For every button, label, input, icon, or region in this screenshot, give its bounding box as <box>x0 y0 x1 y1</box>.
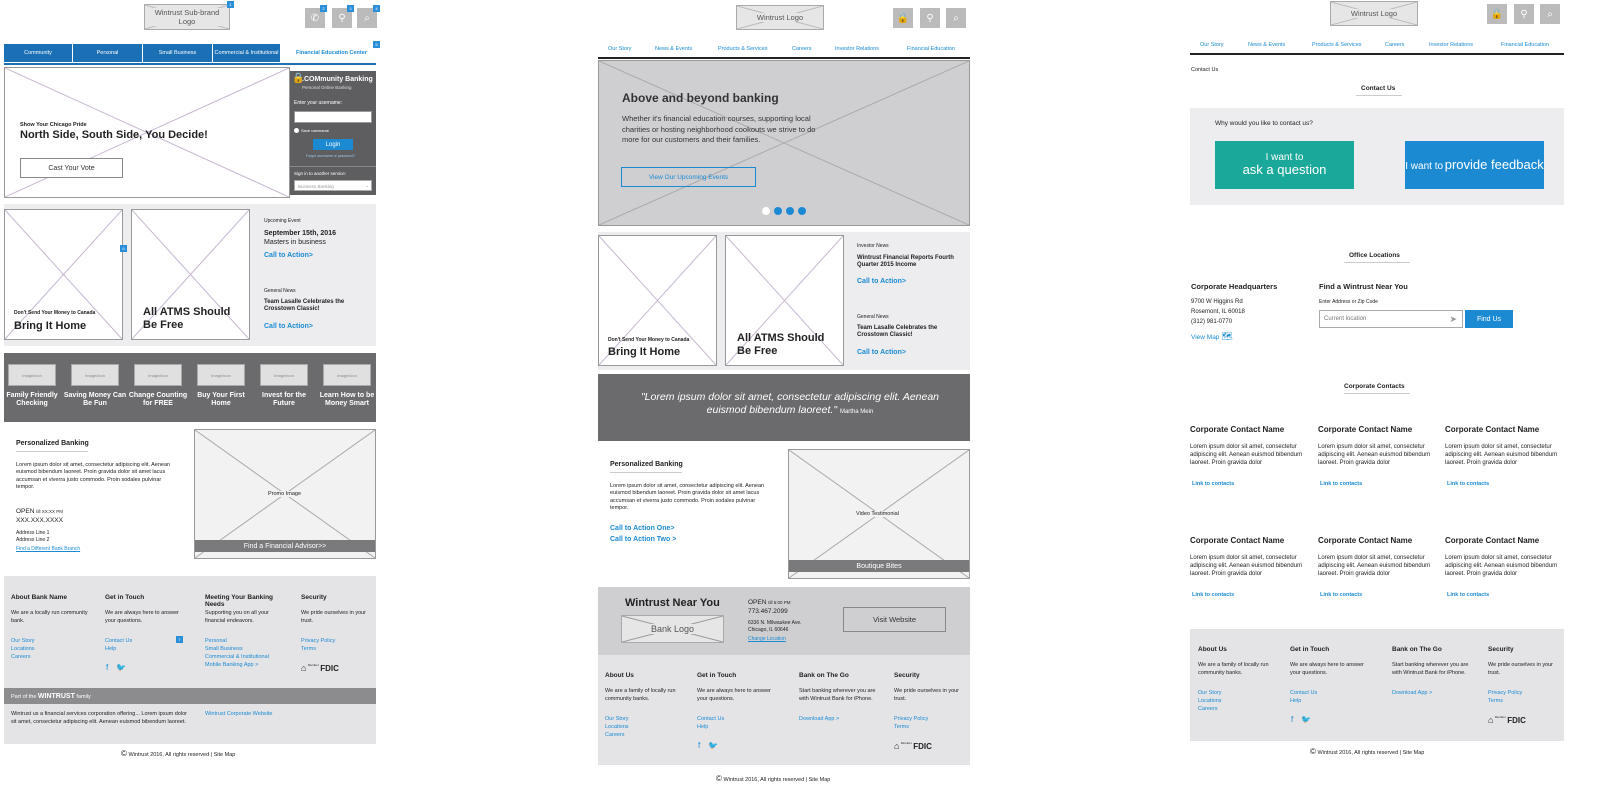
copyright: © Wintrust 2016, All rights reserved | Site Map <box>121 749 236 758</box>
footer-link[interactable]: Contact Us <box>697 716 725 722</box>
nav-item[interactable]: Investor Relations <box>835 46 880 52</box>
nav-tab-financial-education[interactable]: Financial Education Center <box>296 50 367 56</box>
icon-card-image[interactable]: Image/Icon <box>71 364 119 386</box>
fdic-logo: ⌂ $^{Member}$ FDIC <box>894 741 932 751</box>
footer-link[interactable]: Terms <box>894 724 909 730</box>
nav-item[interactable]: Our Story <box>1200 42 1224 48</box>
copyright-icon: © <box>716 774 722 783</box>
nav-item[interactable]: Investor Relations <box>1429 42 1474 48</box>
news-title: Team Lasalle Celebrates the Crosstown Classic! <box>857 325 938 339</box>
icon-card-label[interactable]: Invest for the Future <box>262 392 306 408</box>
nav-item[interactable]: Our Story <box>608 46 632 52</box>
search-icon[interactable]: ⌕ <box>946 8 966 28</box>
footer-heading: Get in Touch <box>697 672 737 679</box>
facebook-icon[interactable]: f <box>698 741 701 750</box>
icon-card-label[interactable]: Family Friendly Checking <box>6 392 58 408</box>
event-title: Masters in business <box>264 239 326 246</box>
view-map-link[interactable]: View Map 🗺 <box>1191 331 1233 341</box>
icon-card-image[interactable]: Image/Icon <box>134 364 182 386</box>
twitter-icon[interactable]: 🐦 <box>116 663 126 672</box>
footer-link[interactable]: Commercial & Institutional <box>205 654 269 660</box>
footer-link[interactable]: Terms <box>1488 698 1503 704</box>
nav-item[interactable]: Products & Services <box>1312 42 1362 48</box>
testimonial-quote: "Lorem ipsum dolor sit amet, consectetur adipiscing elit. Aenean euismod bibendum laoreet." Martha Mein <box>640 391 940 417</box>
contact-name: Corporate Contact Name <box>1190 536 1285 545</box>
open-time: till XX:XX PM <box>36 509 63 514</box>
ask-main: ask a question <box>1242 162 1327 178</box>
upcoming-events-button[interactable]: View Our Upcoming Events <box>621 167 756 187</box>
nav-tab-personal[interactable]: Personal <box>73 44 143 62</box>
location-placeholder: Current location <box>1324 316 1367 322</box>
promo1-headline: Bring It Home <box>608 346 681 358</box>
annotation-badge: 2 <box>320 5 327 12</box>
contact-link[interactable]: Link to contacts <box>1447 481 1490 487</box>
cta-one[interactable]: Call to Action One> <box>610 525 675 532</box>
icon-card-image[interactable]: Image/Icon <box>260 364 308 386</box>
nav-underline <box>598 57 970 59</box>
footer-link[interactable]: Help <box>697 724 709 730</box>
promo1-kicker: Don't Send Your Money to Canada <box>14 310 96 316</box>
feedback-main: provide feedback <box>1444 156 1544 172</box>
contact-name: Corporate Contact Name <box>1445 536 1540 545</box>
username-label: Enter your username: <box>294 100 343 106</box>
footer-heading: Security <box>894 672 920 679</box>
footer-heading: Get in Touch <box>1290 646 1330 653</box>
footer-heading: Bank on The Go <box>1392 646 1442 653</box>
contact-link[interactable]: Link to contacts <box>1447 592 1490 598</box>
service-select[interactable] <box>294 180 372 191</box>
footer-link[interactable]: Small Business <box>205 646 243 652</box>
quote-author: Martha Mein <box>839 409 874 416</box>
hq-phone: (312) 981-0770 <box>1191 319 1233 325</box>
footer-link[interactable]: Careers <box>605 732 625 738</box>
equal-housing-icon: ⌂ <box>894 741 900 751</box>
search-icon[interactable]: ⌕ <box>1540 4 1560 24</box>
investor-label: Investor News <box>857 243 889 249</box>
nav-tab-community[interactable]: Community <box>4 44 73 62</box>
location-pin-icon[interactable]: ⚲ <box>920 8 940 28</box>
contact-text: Lorem ipsum dolor sit amet, consectetur adipiscing elit. Aenean euismod bibendum laoreet. Proin gravida dolor <box>1190 555 1303 578</box>
contacts-title-underline <box>1344 393 1410 394</box>
footer-link[interactable]: Privacy Policy <box>894 716 929 722</box>
open-label: OPEN <box>16 508 35 515</box>
near-addr1: 6336 N. Milwaukee Ave. <box>748 620 802 626</box>
icon-card-image[interactable]: Image/Icon <box>197 364 245 386</box>
icon-card-label[interactable]: Change Counting for FREE <box>128 392 188 408</box>
search-icon[interactable]: ⌕ <box>357 8 377 28</box>
investor-cta[interactable]: Call to Action> <box>857 278 906 285</box>
corp-website-link[interactable]: Wintrust Corporate Website <box>205 711 273 717</box>
bank-logo: Bank Logo <box>621 615 724 643</box>
sub-brand-logo[interactable]: Wintrust Sub-brand Logo <box>144 4 230 30</box>
nav-item[interactable]: News & Events <box>655 46 693 52</box>
nav-item[interactable]: News & Events <box>1248 42 1286 48</box>
news-cta[interactable]: Call to Action> <box>857 349 906 356</box>
annotation-badge: 4 <box>373 5 380 12</box>
login-button[interactable]: Login <box>313 139 353 150</box>
news-label: General News <box>857 314 889 320</box>
contact-text: Lorem ipsum dolor sit amet, consectetur adipiscing elit. Aenean euismod bibendum laoreet. Proin gravida dolor <box>1445 444 1558 467</box>
lock-icon: 🔒 <box>292 73 305 84</box>
footer-text: We are always here to answer your questions. <box>105 610 179 624</box>
hero-headline: North Side, South Side, You Decide! <box>20 129 208 141</box>
location-pin-icon[interactable]: ⚲ <box>332 8 352 28</box>
nav-item[interactable]: Products & Services <box>718 46 768 52</box>
fdic-logo: ⌂ $^{Member}$ FDIC <box>1488 715 1526 725</box>
office-title: Office Locations <box>1349 252 1400 259</box>
service-select-value: Business Banking <box>298 184 334 189</box>
footer-link[interactable]: Personal <box>205 638 227 644</box>
near-addr2: Chicago, IL 60646 <box>748 627 789 633</box>
contact-link[interactable]: Link to contacts <box>1192 592 1235 598</box>
news-cta[interactable]: Call to Action> <box>264 323 313 330</box>
nav-underline <box>4 63 376 65</box>
personal-title-underline <box>610 472 682 473</box>
annotation-badge: 5 <box>373 41 380 48</box>
icon-card-image[interactable]: Image/Icon <box>323 364 371 386</box>
cast-vote-button[interactable]: Cast Your Vote <box>20 158 123 178</box>
annotation-badge: 7 <box>176 636 183 643</box>
icon-card-image[interactable]: Image/Icon <box>8 364 56 386</box>
copyright: © Wintrust 2016, All rights reserved | Site Map <box>1310 747 1425 756</box>
contact-link[interactable]: Link to contacts <box>1320 481 1363 487</box>
fdic-text: FDIC <box>320 664 339 673</box>
copyright: © Wintrust 2016, All rights reserved | Site Map <box>716 774 831 783</box>
office-title-underline <box>1344 262 1410 263</box>
footer-text: Supporting you on all your financial endeavors. <box>205 610 269 624</box>
contacts-title: Corporate Contacts <box>1344 383 1405 390</box>
contact-title-underline <box>1356 95 1402 96</box>
wintrust-logo[interactable]: Wintrust Logo <box>1330 1 1418 26</box>
find-us-button[interactable]: Find Us <box>1465 310 1513 328</box>
login-divider <box>290 166 376 167</box>
footer-text: We pride ourselves in your trust. <box>301 610 367 624</box>
near-you-title: Wintrust Near You <box>625 597 720 609</box>
annotation-badge: 3 <box>347 5 354 12</box>
other-service-label: Sign in to another service: <box>294 171 347 176</box>
footer-heading: About Us <box>605 672 634 679</box>
contact-text: Lorem ipsum dolor sit amet, consectetur adipiscing elit. Aenean euismod bibendum laoreet. Proin gravida dolor <box>1445 555 1558 578</box>
find-branch-link[interactable]: Find a Different Bank Branch <box>16 546 81 552</box>
find-title: Find a Wintrust Near You <box>1319 282 1408 291</box>
footer-text: We are a family of locally run community banks. <box>1198 662 1269 676</box>
contact-text: Lorem ipsum dolor sit amet, consectetur adipiscing elit. Aenean euismod bibendum laoreet. Proin gravida dolor <box>1318 444 1431 467</box>
hq-title: Corporate Headquarters <box>1191 282 1278 291</box>
facebook-icon[interactable]: f <box>1291 715 1294 724</box>
save-username-checkbox[interactable] <box>294 128 299 133</box>
footer-link[interactable]: Our Story <box>1198 690 1222 696</box>
login-title: .COMmunity Banking <box>302 76 373 83</box>
icon-card-label[interactable]: Buy Your First Home <box>197 392 245 408</box>
footer-link[interactable]: Privacy Policy <box>1488 690 1523 696</box>
near-open: OPEN till 5:00 PM <box>748 599 791 606</box>
footer-link[interactable]: Terms <box>301 646 316 652</box>
contact-text: Lorem ipsum dolor sit amet, consectetur adipiscing elit. Aenean euismod bibendum laoreet. Proin gravida dolor <box>1318 555 1431 578</box>
footer-text: We pride ourselves in your trust. <box>1488 662 1554 676</box>
icon-card-label[interactable]: Learn How to be Money Smart <box>319 392 375 408</box>
footer-text: We are a locally run community bank. <box>11 610 88 624</box>
nav-tab-commercial[interactable]: Commercial & Institutional <box>213 44 281 62</box>
copyright-icon: © <box>1310 747 1316 756</box>
breadcrumb: Contact Us <box>1191 67 1219 73</box>
near-phone: 773.467.2099 <box>748 608 788 615</box>
nav-item[interactable]: Careers <box>792 46 812 52</box>
contact-name: Corporate Contact Name <box>1445 425 1540 434</box>
carousel-dot[interactable] <box>786 207 794 215</box>
fdic-logo <box>301 663 339 673</box>
footer-text: We are always here to answer your questions. <box>1290 662 1364 676</box>
address-line-2: Address Line 2 <box>16 537 50 543</box>
phone-icon[interactable]: ✆ <box>305 8 325 28</box>
nav-underline <box>1190 53 1564 55</box>
forgot-link[interactable]: Forgot username or password? <box>306 154 355 158</box>
footer-heading: Security <box>1488 646 1514 653</box>
location-pin-icon[interactable]: ⚲ <box>1514 4 1534 24</box>
save-username-label: Save username <box>301 128 330 133</box>
contact-question: Why would you like to contact us? <box>1215 120 1313 127</box>
map-icon: 🗺 <box>1221 331 1233 341</box>
lock-icon[interactable]: 🔒 <box>893 8 913 28</box>
video-label: Video Testimonial <box>856 511 899 517</box>
chevron-down-icon: ⌄ <box>365 183 369 188</box>
footer-link[interactable]: Careers <box>11 654 31 660</box>
footer-link[interactable]: Locations <box>605 724 629 730</box>
carousel-dot[interactable] <box>762 207 770 215</box>
address-line-1: Address Line 1 <box>16 530 50 536</box>
change-location-link[interactable]: Change Location <box>748 636 786 642</box>
wintrust-logo[interactable]: Wintrust Logo <box>736 5 824 30</box>
equal-housing-icon: ⌂ <box>1488 715 1494 725</box>
investor-title: Wintrust Financial Reports Fourth Quarter 2015 Income <box>857 255 954 269</box>
hero-kicker: Show Your Chicago Pride <box>20 122 87 128</box>
promo1-kicker: Don't Send Your Money to Canada <box>608 337 690 343</box>
footer-link[interactable]: Download App > <box>1392 690 1433 696</box>
footer-link[interactable]: Our Story <box>11 638 35 644</box>
promo1-headline: Bring It Home <box>14 320 87 332</box>
contact-name: Corporate Contact Name <box>1190 425 1285 434</box>
nav-item[interactable]: Financial Education <box>907 46 956 52</box>
nav-item[interactable]: Careers <box>1385 42 1405 48</box>
footer-heading: Bank on The Go <box>799 672 849 679</box>
twitter-icon[interactable]: 🐦 <box>1301 715 1311 724</box>
cta-two[interactable]: Call to Action Two > <box>610 536 677 543</box>
branch-phone: XXX.XXX.XXXX <box>16 517 63 524</box>
hero-body: Whether it's financial education courses, supporting local charities or hosting neighborhood cookouts we strive to do more for our customers and their families. <box>622 114 816 144</box>
personal-title: Personalized Banking <box>16 440 89 447</box>
footer-heading: Meeting Your Banking Needs <box>205 594 274 609</box>
ask-pre: I want to <box>1265 151 1304 163</box>
location-input[interactable] <box>1319 310 1463 328</box>
carousel-dot[interactable] <box>774 207 782 215</box>
personal-title-underline <box>16 451 88 452</box>
footer-link[interactable]: Contact Us <box>1290 690 1318 696</box>
footer-link[interactable]: Careers <box>1198 706 1218 712</box>
promo2-headline: All ATMS Should Be Free <box>143 306 231 331</box>
footer-heading: Security <box>301 594 327 601</box>
ask-question-button[interactable] <box>1215 141 1354 189</box>
footer-link[interactable]: Help <box>105 646 117 652</box>
news-title: Team Lasalle Celebrates the Crosstown Classic! <box>264 299 345 313</box>
promo-image-label: Promo Image <box>268 491 302 497</box>
wintrust-brand: WINTRUST <box>37 693 75 700</box>
provide-feedback-button[interactable] <box>1405 141 1544 189</box>
footer-text: We pride ourselves in your trust. <box>894 688 960 702</box>
annotation-badge: 1 <box>227 1 234 8</box>
footer-link[interactable]: Help <box>1290 698 1302 704</box>
facebook-icon[interactable]: f <box>106 663 109 672</box>
personal-body: Lorem ipsum dolor sit amet, consectetur adipiscing elit. Aenean euismod bibendum laoreet. Proin gravida dolor sit amet lacus accumsan et viverra justo commodo. Proin sodales pulvinar tempor. <box>610 483 765 512</box>
lock-icon[interactable]: 🔒 <box>1487 4 1507 24</box>
footer-link[interactable]: Contact Us <box>105 638 133 644</box>
navigate-arrow-icon[interactable]: ➤ <box>1449 314 1457 324</box>
personal-body: Lorem ipsum dolor sit amet, consectetur adipiscing elit. Aenean euismod bibendum laoreet. Proin gravida dolor sit amet lacus accumsan et viverra justo commodo. Proin sodales pulvinar tempor. <box>16 462 171 491</box>
footer-link[interactable]: Locations <box>1198 698 1222 704</box>
contact-text: Lorem ipsum dolor sit amet, consectetur adipiscing elit. Aenean euismod bibendum laoreet. Proin gravida dolor <box>1190 444 1303 467</box>
carousel-dot[interactable] <box>798 207 806 215</box>
contact-link[interactable]: Link to contacts <box>1320 592 1363 598</box>
footer-link[interactable]: Our Story <box>605 716 629 722</box>
footer-heading: About Us <box>1198 646 1227 653</box>
find-label: Enter Address or Zip Code <box>1319 299 1378 305</box>
event-label: Upcoming Event <box>264 218 301 224</box>
family-text: Part of the WINTRUST family <box>11 693 91 700</box>
username-input[interactable] <box>294 111 372 123</box>
login-subtitle: Personal Online Banking <box>302 85 352 90</box>
footer-link[interactable]: Mobile Banking App > <box>205 662 259 668</box>
footer-link[interactable]: Download App > <box>799 716 840 722</box>
financial-advisor-button[interactable]: Find a Financial Advisor>> <box>195 540 375 552</box>
icon-card-label[interactable]: Saving Money Can Be Fun <box>63 392 127 408</box>
hero-headline: Above and beyond banking <box>622 91 779 105</box>
event-cta[interactable]: Call to Action> <box>264 252 313 259</box>
copyright-icon: © <box>121 749 127 758</box>
visit-website-button[interactable]: Visit Website <box>843 607 946 632</box>
contact-link[interactable]: Link to contacts <box>1192 481 1235 487</box>
video-caption: Boutique Bites <box>789 560 969 572</box>
equal-housing-icon: ⌂ <box>301 663 307 673</box>
contact-title: Contact Us <box>1361 85 1396 92</box>
news-label: General News <box>264 288 296 294</box>
nav-item[interactable]: Financial Education <box>1501 42 1550 48</box>
corp-description: Wintrust us a financial services corporation offering... Lorem ipsum dolor sit amet, consectetur adipiscing elit. Aenean euismod bibendum laoreet. <box>11 711 187 725</box>
twitter-icon[interactable]: 🐦 <box>708 741 718 750</box>
open-hours <box>16 508 63 515</box>
footer-text: Start banking wherever you are with Wintrust Bank for iPhone. <box>799 688 876 702</box>
contact-name: Corporate Contact Name <box>1318 425 1413 434</box>
annotation-badge: 6 <box>120 245 127 252</box>
footer-link[interactable]: Privacy Policy <box>301 638 336 644</box>
footer-text: We are always here to answer your questions. <box>697 688 771 702</box>
fdic-small: Member <box>307 663 319 667</box>
personal-title: Personalized Banking <box>610 461 683 468</box>
hq-addr1: 9700 W Higgins Rd <box>1191 299 1243 305</box>
icon-band <box>4 353 376 422</box>
promo2-headline: All ATMS Should Be Free <box>737 332 825 357</box>
event-date: September 15th, 2016 <box>264 230 336 237</box>
footer-text: We are a family of locally run community banks. <box>605 688 676 702</box>
contact-name: Corporate Contact Name <box>1318 536 1413 545</box>
footer-heading: About Bank Name <box>11 594 67 601</box>
footer-link[interactable]: Locations <box>11 646 35 652</box>
feedback-pre: I want to <box>1405 160 1444 172</box>
footer-text: Start banking wherever you are with Wintrust Bank for iPhone. <box>1392 662 1469 676</box>
nav-tab-small-business[interactable]: Small Business <box>143 44 213 62</box>
footer-heading: Get in Touch <box>105 594 145 601</box>
hq-addr2: Rosemont, IL 60018 <box>1191 309 1245 315</box>
